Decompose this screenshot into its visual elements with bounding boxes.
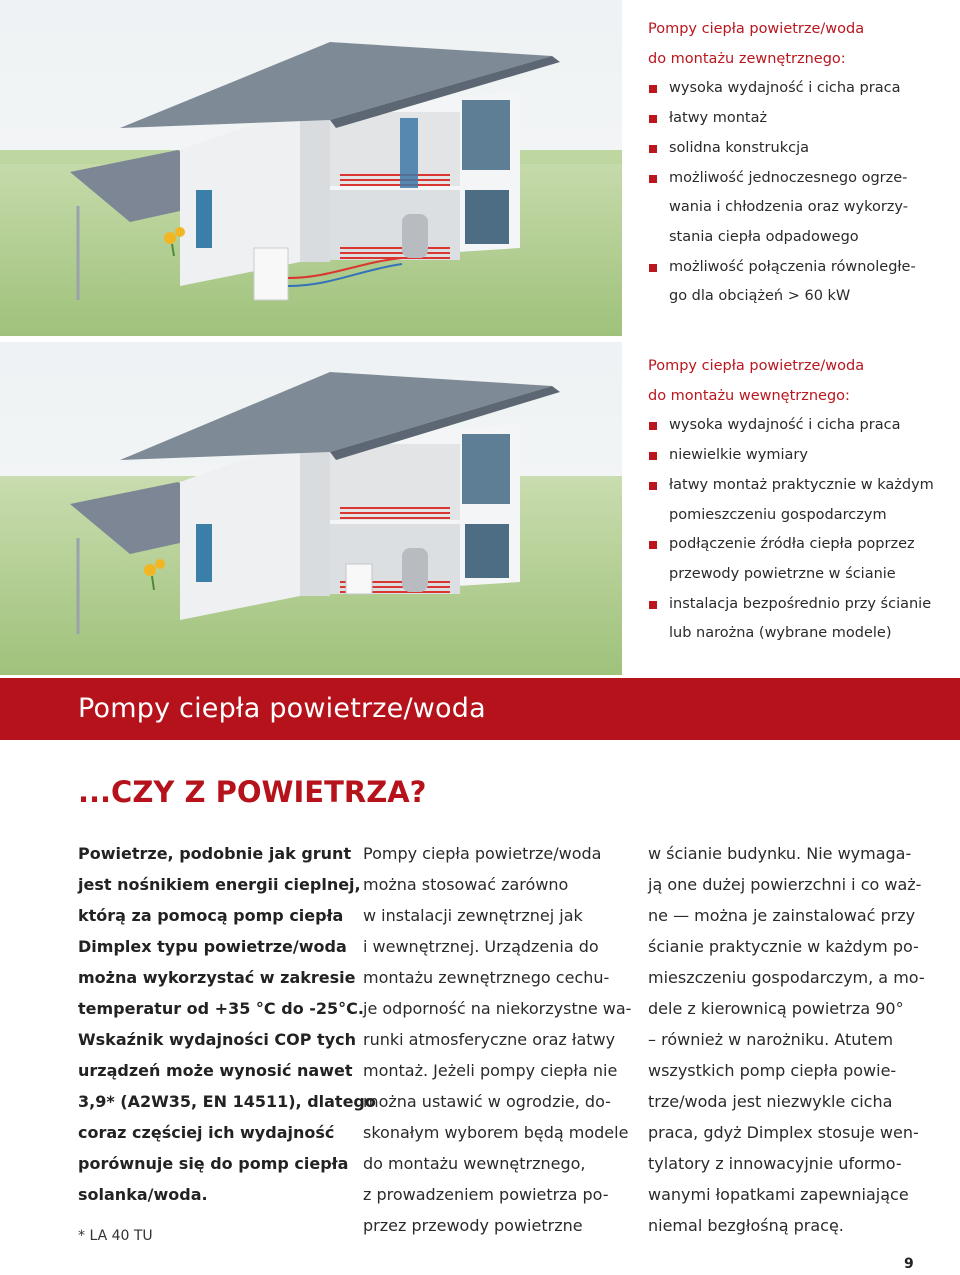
body-column-3: w ścianie budynku. Nie wymaga- ją one dużej powierzchni i co waż- ne — można je zainstalować przy ścianie praktycznie w każdym po- mieszczeniu gospodarczym, a mo- dele z kierownicą powietrza 90° – również w narożniku. Atutem wszystkich pomp ciepła powie- trze/woda jest niezwykle cicha praca, gdyż Dimplex stosuje wen- tylatory z innowacyjnie uformo- wanymi łopatkami zapewniające niemal bezgłośną pracę. — [648, 844, 925, 1235]
storage-tank — [402, 548, 428, 592]
sunflower — [144, 564, 156, 576]
page-number: 9 — [904, 1256, 914, 1272]
list-item: łatwy montaż praktycznie w każdym pomieszczeniu gospodarczym — [648, 471, 948, 530]
window-lower — [465, 524, 509, 578]
bullet-square-icon — [649, 85, 657, 93]
list-item: możliwość połączenia równoległe- go dla obciążeń > 60 kW — [648, 253, 948, 312]
section-band — [0, 678, 960, 740]
body-column-1: Powietrze, podobnie jak grunt jest nośnikiem energii cieplnej, którą za pomocą pomp ciepła Dimplex typu powietrze/woda można wykorzystać w zakresie temperatur od +35 °C do -25°C. Wskaźnik wydajności COP tych urządzeń może wynosić nawet 3,9* (A2W35, EN 14511), dlatego coraz częściej ich wydajność porównuje się do pomp ciepła solanka/woda. — [78, 844, 376, 1204]
list-item: solidna konstrukcja — [648, 134, 948, 164]
house-outdoor-svg — [0, 0, 622, 336]
window-lower — [465, 190, 509, 244]
front-door — [196, 524, 212, 582]
bullet-square-icon — [649, 422, 657, 430]
indoor-features-title: Pompy ciepła powietrze/woda do montażu wewnętrznego: — [648, 358, 865, 404]
window-upper — [462, 434, 510, 504]
window-upper — [462, 100, 510, 170]
outdoor-heat-pump-unit — [254, 248, 288, 300]
indoor-features-list — [648, 411, 948, 649]
storage-tank — [402, 214, 428, 258]
outdoor-features-list — [648, 74, 948, 312]
bullet-square-icon — [649, 452, 657, 460]
outdoor-features-title: Pompy ciepła powietrze/woda do montażu zewnętrznego: — [648, 21, 865, 67]
list-item: podłączenie źródła ciepła poprzez przewody powietrzne w ścianie — [648, 530, 948, 589]
bullet-square-icon — [649, 482, 657, 490]
interior-lower — [330, 190, 460, 260]
body-column-2: Pompy ciepła powietrze/woda można stosować zarówno w instalacji zewnętrznej jak i wewnętrznej. Urządzenia do montażu zewnętrznego cechu- je odporność na niekorzystne wa- runki atmosferyczne oraz łatwy montaż. Jeżeli pompy ciepła nie można ustawić w ogrodzie, do- skonałym wyborem będą modele do montażu wewnętrznego, z prowadzeniem powietrza po- przez przewody powietrzne — [363, 844, 632, 1235]
front-door — [196, 190, 212, 248]
house-illustration-indoor-unit — [0, 342, 622, 675]
indoor-features-block — [648, 352, 948, 649]
bullet-square-icon — [649, 175, 657, 183]
list-item: wysoka wydajność i cicha praca — [648, 411, 948, 441]
bullet-square-icon — [649, 541, 657, 549]
bullet-square-icon — [649, 145, 657, 153]
house-indoor-svg — [0, 342, 622, 675]
house-illustration-outdoor-unit — [0, 0, 622, 336]
list-item: wysoka wydajność i cicha praca — [648, 74, 948, 104]
list-item: łatwy montaż — [648, 104, 948, 134]
list-item: instalacja bezpośrednio przy ścianie lub narożna (wybrane modele) — [648, 590, 948, 649]
footnote: * LA 40 TU — [78, 1228, 153, 1244]
outdoor-features-block — [648, 15, 948, 312]
section-title: Pompy ciepła powietrze/woda — [78, 693, 486, 724]
list-item: niewielkie wymiary — [648, 441, 948, 471]
list-item: możliwość jednoczesnego ogrze- wania i chłodzenia oraz wykorzy- stania ciepła odpadowego — [648, 164, 948, 253]
bullet-square-icon — [649, 601, 657, 609]
page-headline: ...CZY Z POWIETRZA? — [78, 775, 427, 809]
sunflower — [164, 232, 176, 244]
bullet-square-icon — [649, 115, 657, 123]
bullet-square-icon — [649, 264, 657, 272]
indoor-heat-pump-unit — [346, 564, 372, 594]
